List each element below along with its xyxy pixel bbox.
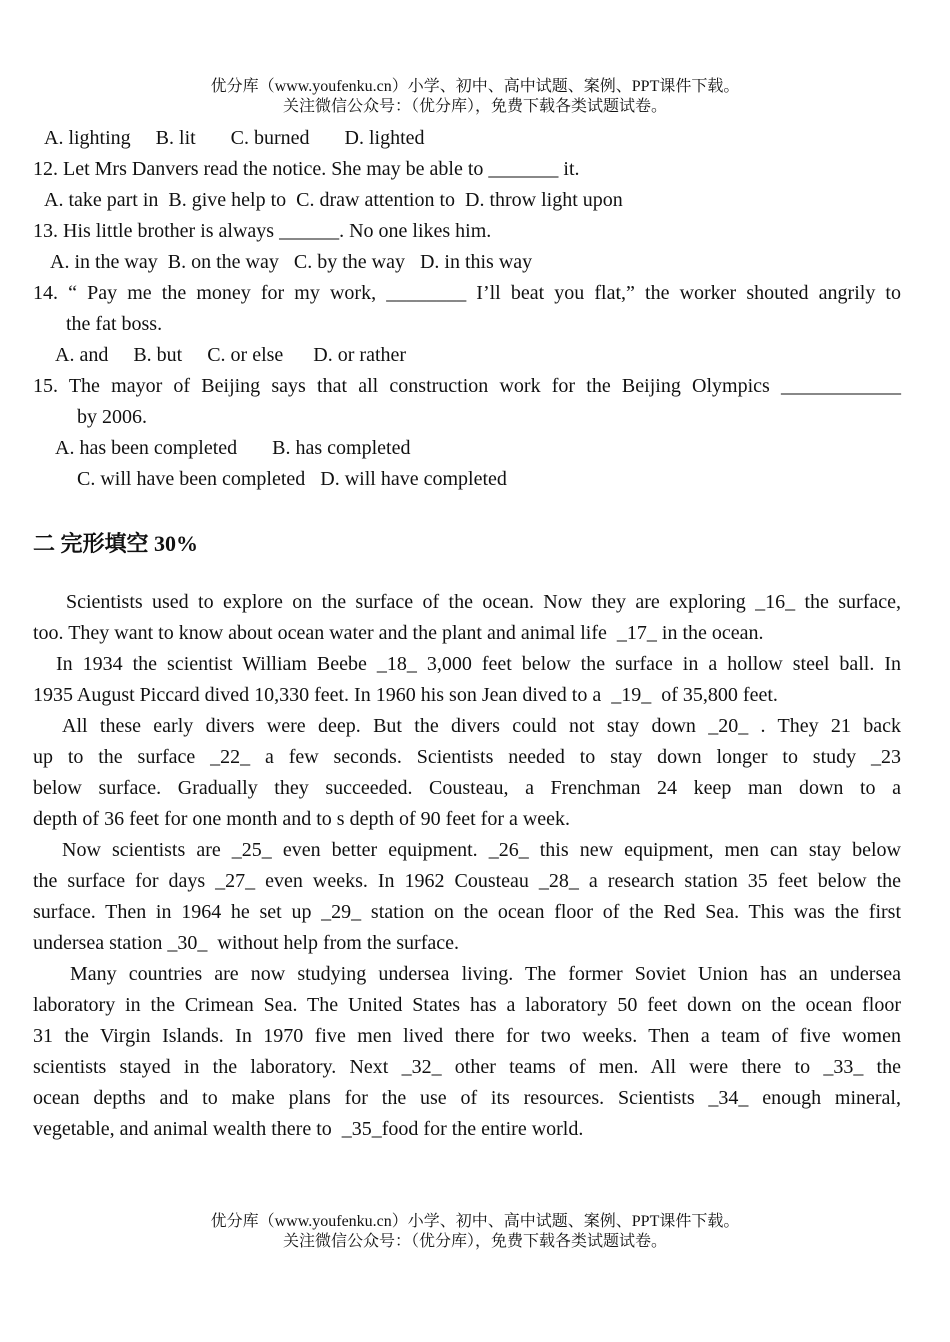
passage-line: undersea station _30_ without help from the surface. [33, 932, 459, 954]
q13-stem: 13. His little brother is always ______. No one likes him. [33, 220, 492, 242]
footer-line-1: 优分库（www.youfenku.cn）小学、初中、高中试题、案例、PPT课件下载。 [210, 1213, 740, 1230]
passage-line: ocean depths and to make plans for the use of its resources. Scientists _34_ enough mineral, [33, 1087, 901, 1109]
passage-line: vegetable, and animal wealth there to _35_food for the entire world. [33, 1118, 584, 1140]
passage-line: depth of 36 feet for one month and to s depth of 90 feet for a week. [33, 808, 571, 830]
passage-line: 31 the Virgin Islands. In 1970 five men lived there for two weeks. Then a team of five women [33, 1025, 901, 1047]
page-header [0, 77, 950, 117]
passage-line: surface. Then in 1964 he set up _29_ station on the ocean floor of the Red Sea. This was the first [33, 901, 901, 923]
q14-stem-line-2: the fat boss. [66, 313, 163, 335]
q12-options: A. take part in B. give help to C. draw attention to D. throw light upon [44, 189, 623, 211]
passage-line: too. They want to know about ocean water and the plant and animal life _17_ in the ocean. [33, 622, 764, 644]
q15-options-line-2: C. will have been completed D. will have completed [77, 468, 507, 490]
section-title: 二 完形填空 30% [33, 531, 199, 556]
q15-stem-line-2: by 2006. [77, 406, 147, 428]
q12-stem: 12. Let Mrs Danvers read the notice. She may be able to _______ it. [33, 158, 580, 180]
passage-line: Now scientists are _25_ even better equipment. _26_ this new equipment, men can stay below [62, 839, 901, 861]
q14-options: A. and B. but C. or else D. or rather [55, 344, 407, 366]
passage-line: Many countries are now studying undersea living. The former Soviet Union has an undersea [70, 963, 901, 985]
q11-options: A. lighting B. lit C. burned D. lighted [44, 127, 425, 149]
q15-stem-line-1: 15. The mayor of Beijing says that all construction work for the Beijing Olympics ____________ [33, 375, 901, 397]
passage-line: scientists stayed in the laboratory. Next _32_ other teams of men. All were there to _33_ the [33, 1056, 901, 1078]
passage-line: All these early divers were deep. But the divers could not stay down _20_ . They 21 back [62, 715, 901, 737]
passage-line: In 1934 the scientist William Beebe _18_ 3,000 feet below the surface in a hollow steel ball. In [56, 653, 901, 675]
passage-line: 1935 August Piccard dived 10,330 feet. In 1960 his son Jean dived to a _19_ of 35,800 feet. [33, 684, 778, 706]
passage-line: laboratory in the Crimean Sea. The United States has a laboratory 50 feet down on the ocean floor [33, 994, 901, 1016]
header-line-2: 关注微信公众号：（优分库），免费下载各类试题试卷。 [282, 98, 667, 115]
q15-options-line-1: A. has been completed B. has completed [55, 437, 411, 459]
footer-line-2: 关注微信公众号：（优分库），免费下载各类试题试卷。 [282, 1233, 667, 1250]
passage-line: Scientists used to explore on the surface of the ocean. Now they are exploring _16_ the surface, [66, 591, 901, 613]
passage-line: below surface. Gradually they succeeded. Cousteau, a Frenchman 24 keep man down to a [33, 777, 901, 799]
passage-line: the surface for days _27_ even weeks. In 1962 Cousteau _28_ a research station 35 feet below the [33, 870, 901, 892]
passage-line: up to the surface _22_ a few seconds. Scientists needed to stay down longer to study _23 [33, 746, 901, 768]
page-footer [0, 1212, 950, 1252]
header-line-1: 优分库（www.youfenku.cn）小学、初中、高中试题、案例、PPT课件下载。 [210, 78, 740, 95]
q14-stem-line-1: 14. “ Pay me the money for my work, ________ I’ll beat you flat,” the worker shouted angrily to [33, 282, 901, 304]
q13-options: A. in the way B. on the way C. by the way D. in this way [50, 251, 533, 273]
